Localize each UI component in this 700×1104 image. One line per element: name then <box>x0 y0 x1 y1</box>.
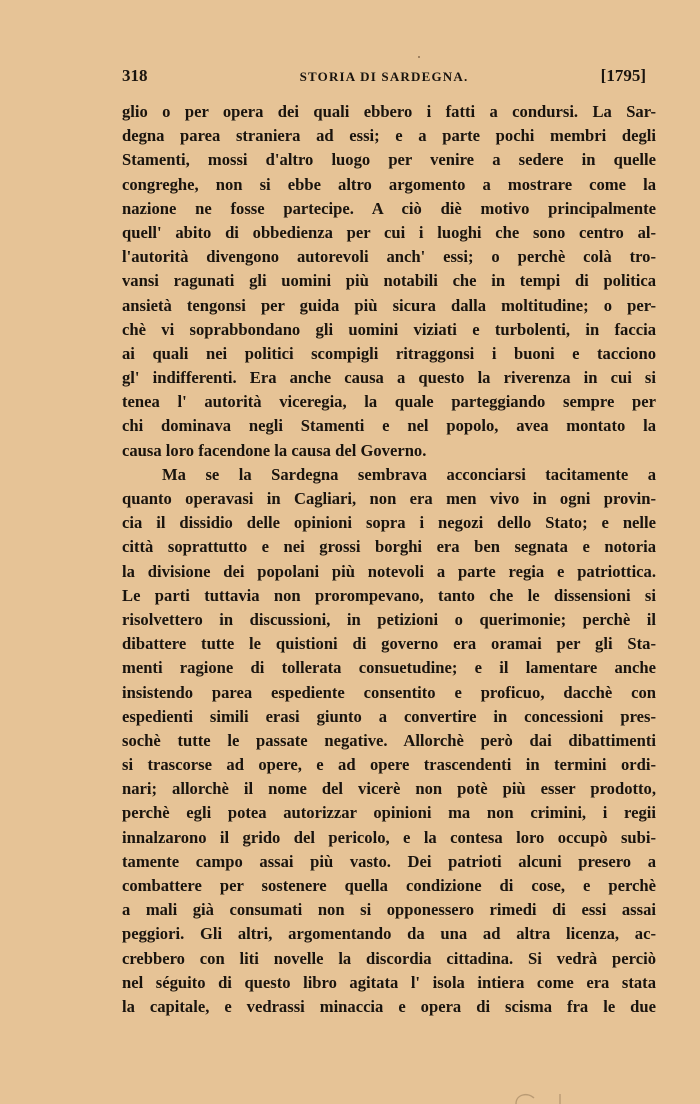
text-line: città soprattutto e nei grossi borghi era ben segnata e notoria <box>122 537 656 557</box>
text-line: nari; allorchè il nome del vicerè non potè più esser prodotto, <box>122 779 656 799</box>
text-line: chi dominava negli Stamenti e nel popolo, avea montato la <box>122 416 656 436</box>
text-line: risolvettero in discussioni, in petizioni o querimonie; perchè il <box>122 609 656 629</box>
text-line: gl' indifferenti. Era anche causa a questo la riverenza in cui si <box>122 368 656 388</box>
text-line: perchè egli potea autorizzar opinioni ma non crimini, i regii <box>122 803 656 823</box>
text-line: innalzarono il grido del pericolo, e la contesa loro occupò subi- <box>122 827 656 847</box>
text-line: tamente campo assai più vasto. Dei patrioti alcuni presero a <box>122 851 656 871</box>
text-line: Le parti tuttavia non prorompevano, tanto che le dissensioni si <box>122 585 656 605</box>
text-line: ansietà tengonsi per guida più sicura dalla moltitudine; o per- <box>122 295 656 315</box>
page-number: 318 <box>122 66 148 85</box>
paragraph-first-line: Ma se la Sardegna sembrava acconciarsi tacitamente a <box>162 464 656 484</box>
text-line: l'autorità divengono autorevoli anch' essi; o perchè colà tro- <box>122 247 656 267</box>
text-line: Stamenti, mossi d'altro luogo per venire a sedere in quelle <box>122 150 656 170</box>
paragraph-last-line: causa loro facendone la causa del Governo. <box>122 440 427 460</box>
scan-watermark-fragment <box>498 1088 578 1104</box>
text-line: degna parea straniera ad essi; e a parte pochi membri degli <box>122 126 656 146</box>
text-line: congreghe, non si ebbe altro argomento a mostrare come la <box>122 174 656 194</box>
text-line: chè vi soprabbondano gli uomini viziati e turbolenti, in faccia <box>122 319 656 339</box>
text-line: glio o per opera dei quali ebbero i fatti a condursi. La Sar- <box>122 102 656 121</box>
text-line: a mali già consumati non si opponessero rimedi di essi assai <box>122 900 656 920</box>
text-line: sochè tutte le passate negative. Allorchè però dai dibattimenti <box>122 730 656 750</box>
text-line: vansi ragunati gli uomini più notabili che in tempi di politica <box>122 271 656 291</box>
text-line: cia il dissidio delle opinioni sopra i negozi dello Stato; e nelle <box>122 513 656 533</box>
running-title: STORIA DI SARDEGNA. <box>299 69 469 84</box>
text-line: insistendo parea espediente consentito e proficuo, dacchè con <box>122 682 656 702</box>
text-line: quanto operavasi in Cagliari, non era men vivo in ogni provin- <box>122 489 656 508</box>
text-line: nazione ne fosse partecipe. A ciò diè motivo principalmente <box>122 198 656 218</box>
text-line: espedienti simili erasi giunto a convertire in concessioni pres- <box>122 706 656 726</box>
text-line: quell' abito di obbedienza per cui i luoghi che sono centro al- <box>122 222 656 242</box>
text-line: la divisione dei popolani più notevoli a parte regia e patriottica. <box>122 561 656 581</box>
body-text <box>122 100 656 1019</box>
text-line: si trascorse ad opere, e ad opere trascendenti in termini ordi- <box>122 755 656 775</box>
text-line: dibattere tutte le quistioni di governo era oramai per gli Sta- <box>122 634 656 654</box>
year-marker: [1795] <box>600 66 646 85</box>
text-line: la capitale, e vedrassi minaccia e opera di scisma fra le due <box>122 996 656 1016</box>
text-line: combattere per sostenere quella condizione di cose, e perchè <box>122 876 656 895</box>
text-line: tenea l' autorità viceregia, la quale parteggiando sempre per <box>122 392 656 412</box>
text-line: peggiori. Gli altri, argomentando da una ad altra licenza, ac- <box>122 924 656 944</box>
text-line: menti ragione di tollerata consuetudine; e il lamentare anche <box>122 658 656 678</box>
text-line: crebbero con liti novelle la discordia cittadina. Si vedrà perciò <box>122 948 656 968</box>
text-line: nel séguito di questo libro agitata l' isola intiera come era stata <box>122 972 656 992</box>
running-header <box>122 66 646 92</box>
ink-speck <box>418 56 420 58</box>
text-line: ai quali nei politici scompigli ritraggonsi i buoni e tacciono <box>122 343 656 363</box>
